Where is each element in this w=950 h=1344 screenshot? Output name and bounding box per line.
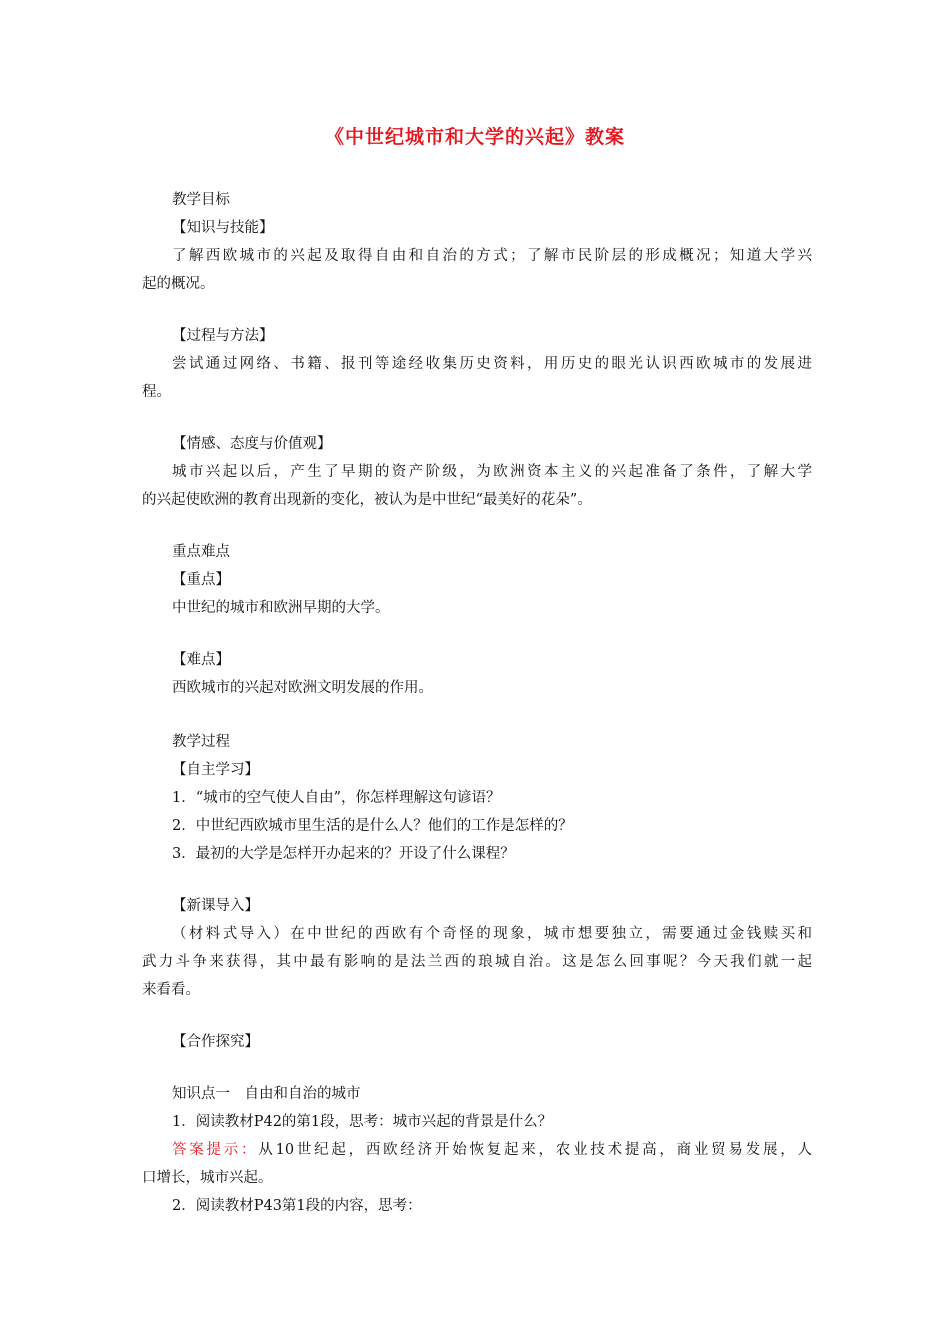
question-1: 1．阅读教材P42的第1段，思考：城市兴起的背景是什么？ xyxy=(172,1114,553,1130)
keypoints-heading: 重点难点 xyxy=(172,544,230,560)
intro-label: 【新课导入】 xyxy=(172,898,259,914)
emotion-label: 【情感、态度与价值观】 xyxy=(172,436,332,452)
answer-text: 从10世纪起，西欧经济开始恢复起来，农业技术提高，商业贸易发展，人 xyxy=(258,1142,812,1158)
document-title: 《中世纪城市和大学的兴起》教案 xyxy=(324,126,625,148)
self-study-item-1: 1．“城市的空气使人自由”，你怎样理解这句谚语？ xyxy=(172,790,501,806)
answer-line2: 口增长，城市兴起。 xyxy=(142,1170,273,1186)
intro-text-line2: 武力斗争来获得，其中最有影响的是法兰西的琅城自治。这是怎么回事呢？今天我们就一起 xyxy=(142,954,812,970)
self-study-label: 【自主学习】 xyxy=(172,762,259,778)
self-study-item-2: 2．中世纪西欧城市里生活的是什么人？他们的工作是怎样的？ xyxy=(172,818,573,834)
knowledge-label: 【知识与技能】 xyxy=(172,220,274,236)
process-text-line2: 程。 xyxy=(142,384,171,400)
knowledge-text-line1: 了解西欧城市的兴起及取得自由和自治的方式；了解市民阶层的形成概况；知道大学兴 xyxy=(172,248,812,264)
intro-text-line3: 来看看。 xyxy=(142,982,200,998)
emotion-text-line1: 城市兴起以后，产生了早期的资产阶级，为欧洲资本主义的兴起准备了条件，了解大学 xyxy=(172,464,812,480)
self-study-item-3: 3．最初的大学是怎样开办起来的？开设了什么课程？ xyxy=(172,846,515,862)
knowledge-text-line2: 起的概况。 xyxy=(142,276,215,292)
process-label: 【过程与方法】 xyxy=(172,328,274,344)
cooperation-label: 【合作探究】 xyxy=(172,1034,259,1050)
key-label: 【重点】 xyxy=(172,572,230,588)
key-text: 中世纪的城市和欧洲早期的大学。 xyxy=(172,600,390,616)
process-section-heading: 教学过程 xyxy=(172,734,230,750)
knowledge-point-1: 知识点一 自由和自治的城市 xyxy=(172,1086,361,1102)
difficult-text: 西欧城市的兴起对欧洲文明发展的作用。 xyxy=(172,680,433,696)
emotion-text-line2: 的兴起使欧洲的教育出现新的变化，被认为是中世纪“最美好的花朵”。 xyxy=(142,492,592,508)
question-2: 2．阅读教材P43第1段的内容，思考： xyxy=(172,1198,422,1214)
answer-line1 xyxy=(172,1140,812,1160)
answer-hint-label: 答案提示： xyxy=(172,1142,259,1158)
intro-text-line1: （材料式导入）在中世纪的西欧有个奇怪的现象，城市想要独立，需要通过金钱赎买和 xyxy=(172,926,812,942)
difficult-label: 【难点】 xyxy=(172,652,230,668)
process-text-line1: 尝试通过网络、书籍、报刊等途经收集历史资料，用历史的眼光认识西欧城市的发展进 xyxy=(172,356,812,372)
objectives-heading: 教学目标 xyxy=(172,192,230,208)
